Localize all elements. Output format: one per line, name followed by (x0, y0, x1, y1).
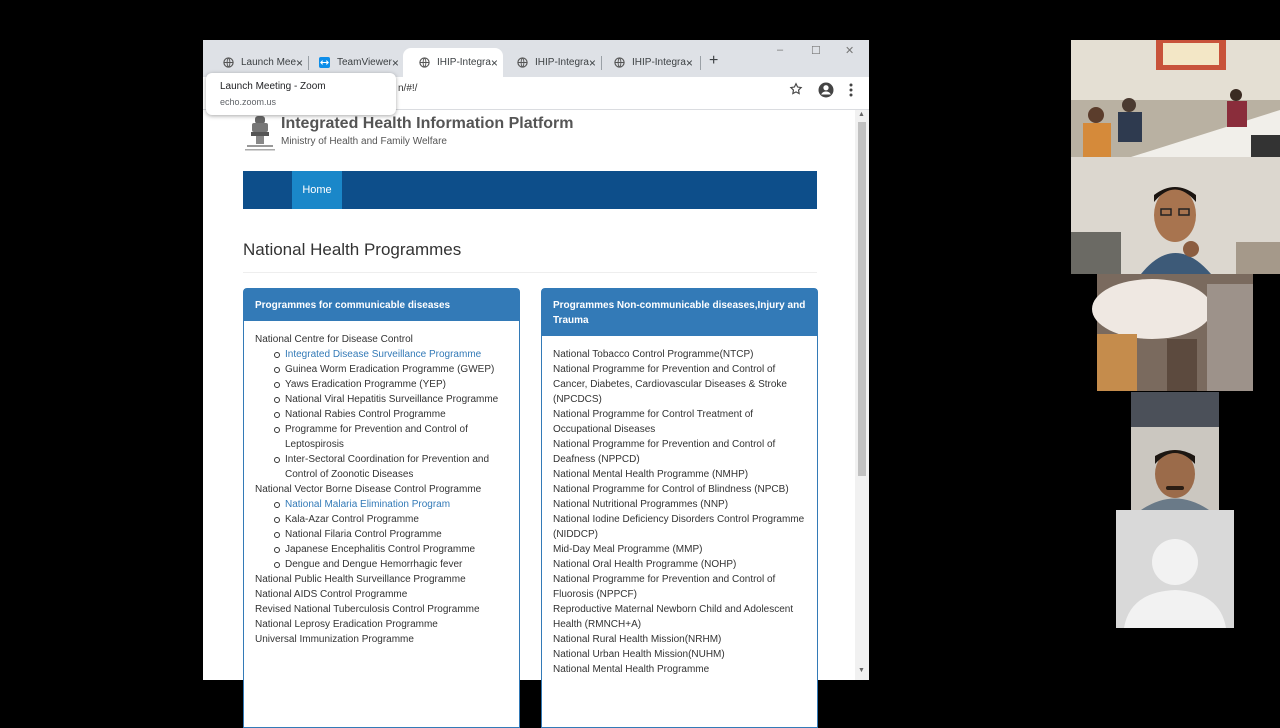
panel-title: Programmes for communicable diseases (244, 289, 519, 321)
tab-title: TeamViewer (337, 57, 392, 68)
programme-item: National Tobacco Control Programme(NTCP) (553, 349, 754, 360)
programme-item: National Leprosy Eradication Programme (255, 619, 438, 630)
page-viewport (203, 110, 855, 680)
nav-home-link[interactable]: Home (292, 171, 342, 209)
new-tab-button[interactable]: + (709, 52, 719, 69)
tab-title: IHIP-Integra (632, 57, 686, 68)
programme-item: National Programme for Prevention and Control of Deafness (NPPCD) (553, 439, 776, 465)
scroll-up-arrow-icon[interactable]: ▲ (858, 111, 865, 118)
tab-ihip-active[interactable] (403, 48, 503, 77)
man-glasses-scene (1071, 157, 1280, 274)
programme-item: National Rural Health Mission(NRHM) (553, 634, 722, 645)
programme-item: National Programme for Prevention and Control of Cancer, Diabetes, Cardiovascular Diseases & Stroke (NPCDCS) (553, 364, 787, 405)
programme-item: Japanese Encephalitis Control Programme (285, 542, 508, 557)
programme-item: Reproductive Maternal Newborn Child and Adolescent Health (RMNCH+A) (553, 604, 794, 630)
tab-ihip-3[interactable] (598, 48, 698, 77)
programme-item: National Programme for Prevention and Control of Fluorosis (NPPCF) (553, 574, 776, 600)
programme-item: Dengue and Dengue Hemorrhagic fever (285, 557, 508, 572)
programme-item: Mid-Day Meal Programme (MMP) (553, 544, 703, 555)
page-scrollbar[interactable] (855, 110, 869, 680)
site-title: Integrated Health Information Platform (281, 115, 574, 132)
divider (243, 272, 817, 273)
minimize-button[interactable]: – (777, 44, 784, 56)
close-icon[interactable]: × (490, 55, 498, 70)
programme-item: National Viral Hepatitis Surveillance Programme (285, 392, 508, 407)
participant-room-video[interactable] (1071, 40, 1280, 157)
programme-item: Kala-Azar Control Programme (285, 512, 508, 527)
participant-blurred-video[interactable] (1097, 274, 1253, 391)
programme-group-label: National Vector Borne Disease Control Programme (255, 484, 482, 495)
teamviewer-icon (319, 57, 330, 68)
scroll-down-arrow-icon[interactable]: ▼ (858, 667, 865, 674)
globe-icon (614, 57, 625, 68)
programme-group-label: National Centre for Disease Control (255, 334, 413, 345)
tab-hover-card (206, 73, 396, 115)
man-mustache-scene (1131, 392, 1219, 510)
browser-window (203, 40, 869, 680)
scrollbar-thumb[interactable] (858, 122, 866, 476)
tab-title: IHIP-Integra (535, 57, 589, 68)
programme-item: National Rabies Control Programme (285, 407, 508, 422)
close-icon[interactable]: × (296, 55, 304, 70)
programme-sublist (255, 347, 508, 482)
programme-item: National Filaria Control Programme (285, 527, 508, 542)
tab-strip (203, 40, 869, 77)
kebab-menu-icon[interactable] (848, 83, 854, 97)
tab-title: Launch Mee (241, 57, 297, 68)
bookmark-star-icon[interactable] (789, 82, 803, 96)
hover-card-title: Launch Meeting - Zoom (220, 81, 326, 92)
programme-item: National Programme for Control of Blindness (NPCB) (553, 484, 789, 495)
close-window-button[interactable]: ✕ (845, 45, 855, 57)
programme-item: National Public Health Surveillance Programme (255, 574, 466, 585)
participant-man-mustache-video[interactable] (1131, 392, 1219, 510)
noncommunicable-list (542, 336, 817, 683)
globe-icon (517, 57, 528, 68)
globe-icon (223, 57, 234, 68)
profile-icon[interactable] (817, 81, 835, 99)
address-bar[interactable]: n/#!/ (398, 83, 418, 94)
participant-man-glasses-video[interactable] (1071, 157, 1280, 274)
close-icon[interactable]: × (391, 55, 399, 70)
main-navbar (243, 171, 817, 209)
programme-item: Yaws Eradication Programme (YEP) (285, 377, 508, 392)
programme-link[interactable]: National Malaria Elimination Program (285, 497, 508, 512)
communicable-panel (243, 288, 520, 728)
programme-item: Programme for Prevention and Control of Leptospirosis (285, 422, 508, 452)
programme-item: National Iodine Deficiency Disorders Control Programme (NIDDCP) (553, 514, 805, 540)
programme-item: National Mental Health Programme (NMHP) (553, 469, 749, 480)
default-avatar-icon (1116, 510, 1234, 628)
maximize-button[interactable]: ☐ (811, 45, 821, 57)
programme-item: Inter-Sectoral Coordination for Prevention and Control of Zoonotic Diseases (285, 452, 508, 482)
tab-separator (700, 56, 701, 70)
close-icon[interactable]: × (685, 55, 693, 70)
hover-card-url: echo.zoom.us (220, 97, 277, 107)
programme-item: National AIDS Control Programme (255, 589, 408, 600)
programme-item: Universal Immunization Programme (255, 634, 414, 645)
programme-item: Guinea Worm Eradication Programme (GWEP) (285, 362, 508, 377)
programme-link[interactable]: Integrated Disease Surveillance Programme (285, 347, 508, 362)
government-emblem-icon (243, 114, 277, 152)
programme-item: National Nutritional Programmes (NNP) (553, 499, 729, 510)
site-subtitle: Ministry of Health and Family Welfare (281, 136, 447, 147)
page-heading: National Health Programmes (243, 240, 462, 259)
tab-ihip-2[interactable] (501, 48, 601, 77)
programme-sublist (255, 497, 508, 572)
communicable-list (244, 321, 519, 653)
blurred-scene (1097, 274, 1253, 391)
programme-item: National Oral Health Programme (NOHP) (553, 559, 737, 570)
programme-item: National Urban Health Mission(NUHM) (553, 649, 725, 660)
programme-item: National Programme for Control Treatment of Occupational Diseases (553, 409, 754, 435)
programme-item: National Mental Health Programme (553, 664, 710, 675)
noncommunicable-panel (541, 288, 818, 728)
tab-title: IHIP-Integra (437, 57, 491, 68)
panel-title: Programmes Non-communicable diseases,Injury and Trauma (542, 289, 817, 336)
participant-no-video-avatar[interactable] (1116, 510, 1234, 628)
room-scene (1071, 40, 1280, 157)
close-icon[interactable]: × (588, 55, 596, 70)
programme-item: Revised National Tuberculosis Control Programme (255, 604, 480, 615)
globe-icon (419, 57, 430, 68)
